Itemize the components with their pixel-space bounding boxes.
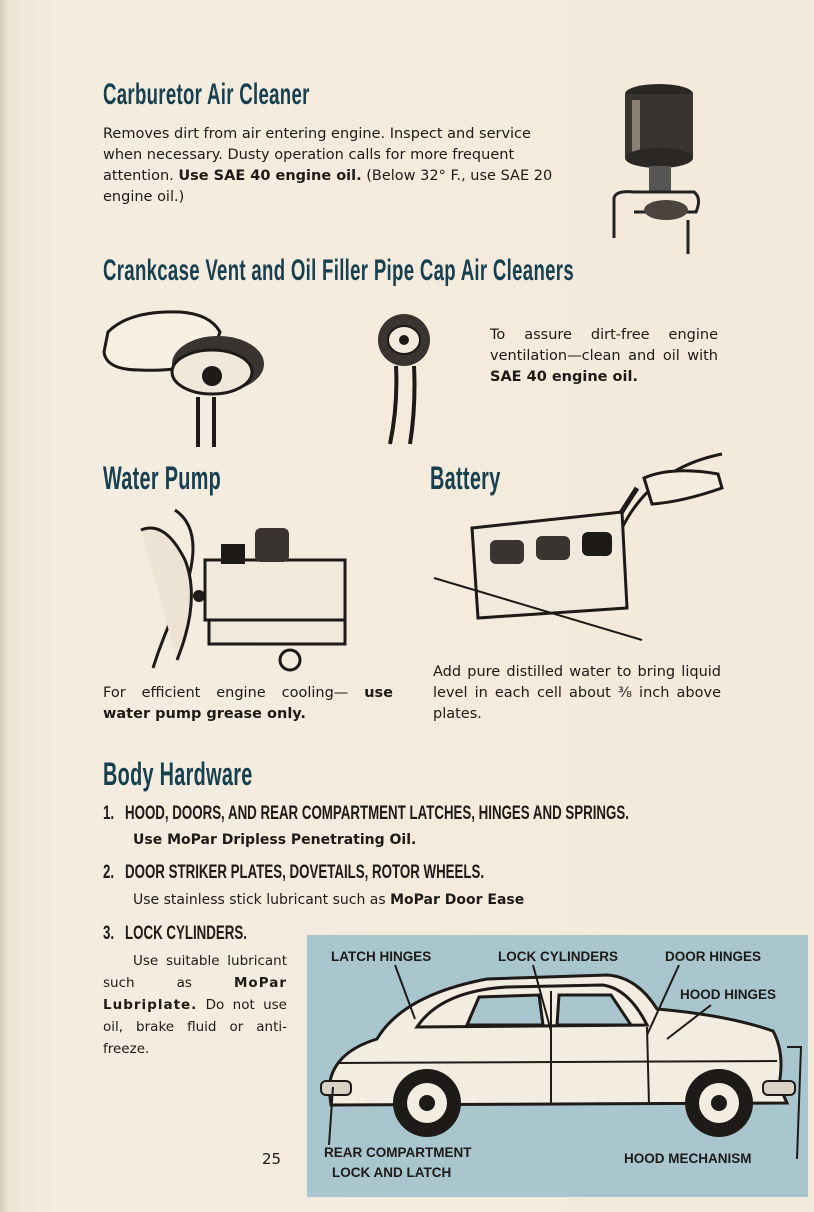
hardware-item-3-text: Use suitable lubricant such as MoPar Lubriplate. Do not use oil, brake fluid or anti-freeze. <box>103 953 288 1057</box>
label-lock-cylinders: LOCK CYLINDERS <box>498 949 619 964</box>
carburetor-text: Removes dirt from air entering engine. Inspect and service when necessary. Dusty operation calls for more frequent attention. Use SAE 40 engine oil. (Below 32° F., use SAE 20 engine oil.) <box>103 126 553 205</box>
oil-filler-cap-illustration <box>372 306 436 446</box>
hardware-item-1-text: Use MoPar Dripless Penetrating Oil. <box>133 832 417 848</box>
hardware-item-2-number: 2. <box>103 862 115 883</box>
label-hood-mechanism: HOOD MECHANISM <box>624 1151 752 1166</box>
crankcase-heading: Crankcase Vent and Oil Filler Pipe Cap Air Cleaners <box>103 254 574 287</box>
car-lubrication-diagram <box>307 935 808 1197</box>
label-hood-hinges: HOOD HINGES <box>680 987 777 1002</box>
carburetor-air-cleaner-illustration <box>604 78 714 256</box>
label-door-hinges: DOOR HINGES <box>665 949 762 964</box>
hardware-item-3-number: 3. <box>103 923 115 944</box>
body-hardware-heading: Body Hardware <box>103 756 253 792</box>
hardware-item-3-title: LOCK CYLINDERS. <box>125 923 247 944</box>
hardware-item-2-title: DOOR STRIKER PLATES, DOVETAILS, ROTOR WHEELS. <box>125 862 485 883</box>
hardware-item-2-text: Use stainless stick lubricant such as MoPar Door Ease <box>133 892 525 908</box>
carburetor-heading: Carburetor Air Cleaner <box>103 78 310 111</box>
battery-illustration <box>432 448 732 648</box>
page-number: 25 <box>262 1150 282 1168</box>
hand-with-air-cleaner-illustration <box>100 302 270 447</box>
battery-heading: Battery <box>430 460 501 496</box>
label-rear-compartment-line-1: REAR COMPARTMENT <box>324 1145 472 1160</box>
crankcase-text: To assure dirt-free engine ventilation—clean and oil with SAE 40 engine oil. <box>490 327 718 385</box>
battery-text: Add pure distilled water to bring liquid level in each cell about ⅜ inch above plates. <box>433 664 721 722</box>
water-pump-heading: Water Pump <box>103 460 222 496</box>
hardware-item-1-title: HOOD, DOORS, AND REAR COMPARTMENT LATCHES, HINGES AND SPRINGS. <box>125 803 629 824</box>
label-rear-compartment-line-2: LOCK AND LATCH <box>332 1165 452 1180</box>
water-pump-text: For efficient engine cooling— use water pump grease only. <box>103 685 393 722</box>
hardware-item-1-number: 1. <box>103 803 115 824</box>
label-latch-hinges: LATCH HINGES <box>331 949 432 964</box>
water-pump-illustration <box>135 500 350 680</box>
